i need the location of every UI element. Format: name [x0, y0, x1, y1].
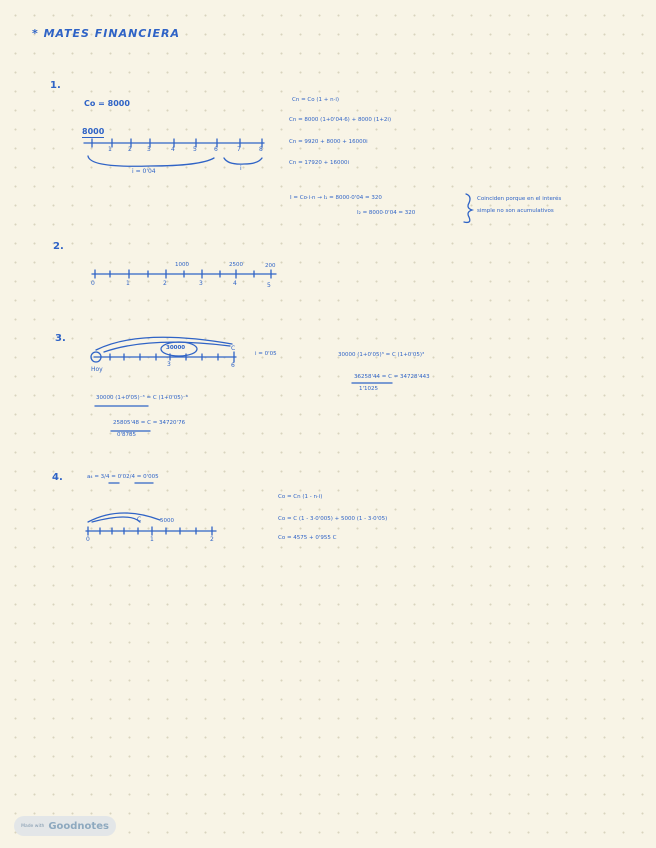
ex1-note-line-2: simple no son acumulativos [477, 208, 554, 214]
ex4-tick-0: 0 [86, 536, 90, 543]
ex2-tick-3: 3 [199, 280, 203, 287]
exercise-1-number: 1. [50, 80, 61, 91]
ex2-tick-0: 0 [91, 280, 95, 287]
ex1-rate-label: i = 0'04 [132, 168, 156, 175]
ex2-tick-1: 1 [126, 280, 130, 287]
ex4-formula-1: Co = Cn (1 - n·i) [278, 494, 323, 500]
ex3-right-line-1: 30000 (1+0'05)³ = C (1+0'05)³ [338, 352, 425, 358]
ex1-tick-7: 7 [237, 146, 241, 153]
ex3-hoy-label: Hoy [91, 366, 103, 373]
ex1-axis-start: 8000 [82, 127, 105, 136]
ex3-c-label: C [231, 345, 236, 352]
made-with-label: Made with [21, 823, 45, 829]
exercise-3-number: 3. [55, 333, 66, 344]
ex1-formula-5: I = Co·i·n → I₁ = 8000·0'04 = 320 [290, 195, 382, 201]
ex1-formula-1: Cn = Co (1 + n·i) [292, 97, 340, 103]
ex4-tick-2: 2 [210, 536, 214, 543]
ex1-formula-2: Cn = 8000 (1+0'04·6) + 8000 (1+2i) [289, 117, 392, 123]
ex4-value-5000: 5000 [160, 518, 174, 524]
ex1-formula-6: I₂ = 8000·0'04 = 320 [357, 210, 416, 216]
ex2-value-200: 200 [265, 263, 276, 269]
ex1-tick-8: 8 [259, 146, 263, 153]
ex2-tick-5: 5 [267, 282, 271, 289]
ex3-tick-6: 6 [231, 362, 235, 369]
goodnotes-badge[interactable] [14, 816, 116, 836]
ex3-left-line-1: 30000 (1+0'05)⁻³ = C (1+0'05)⁻⁶ [96, 395, 188, 401]
ex1-tick-4: 4 [171, 146, 175, 153]
exercise-2-number: 2. [53, 241, 64, 252]
ex1-rate-label-2: i [240, 165, 242, 172]
ex3-left-denominator: 0'8785 [117, 432, 137, 438]
ex3-rate: i = 0'05 [255, 351, 277, 357]
ex1-note-line-1: Coinciden porque en el interés [477, 196, 562, 202]
ex3-circled-value: 30000 [166, 345, 186, 351]
ex2-value-2500: 2500 [229, 262, 243, 268]
ex2-value-1000: 1000 [175, 262, 189, 268]
ex4-c-label: C [137, 516, 142, 523]
ex4-tick-1: 1 [150, 536, 154, 543]
ex1-tick-3: 3 [147, 146, 151, 153]
ex4-rate-equation: a₄ = 3/4 = 0'02/4 = 0'005 [87, 474, 159, 480]
ex1-initial-capital: Co = 8000 [84, 99, 130, 108]
page-title: * MATES FINANCIERA [32, 27, 180, 40]
ex1-tick-2: 2 [128, 146, 132, 153]
ex4-formula-3: Co = 4575 + 0'955 C [278, 535, 337, 541]
ex1-tick-6: 6 [214, 146, 218, 153]
ex4-formula-2: Co = C (1 - 3·0'005) + 5000 (1 - 3·0'05) [278, 516, 388, 522]
ex2-tick-4: 4 [233, 280, 237, 287]
ex1-formula-3: Cn = 9920 + 8000 + 16000i [289, 139, 368, 145]
ex3-tick-3: 3 [167, 361, 171, 368]
exercise-4-number: 4. [52, 472, 63, 483]
ex3-right-denominator: 1'1025 [359, 386, 379, 392]
ex3-left-line-2: 25805'48 = C = 34720'76 [113, 420, 186, 426]
goodnotes-brand: Goodnotes [48, 820, 109, 832]
ex1-tick-1: 1 [108, 146, 112, 153]
ex2-tick-2: 2 [163, 280, 167, 287]
ex3-right-line-2: 36258'44 = C = 34728'443 [354, 374, 430, 380]
ex1-formula-4: Cn = 17920 + 16000i [289, 160, 350, 166]
ex1-tick-5: 5 [193, 146, 197, 153]
